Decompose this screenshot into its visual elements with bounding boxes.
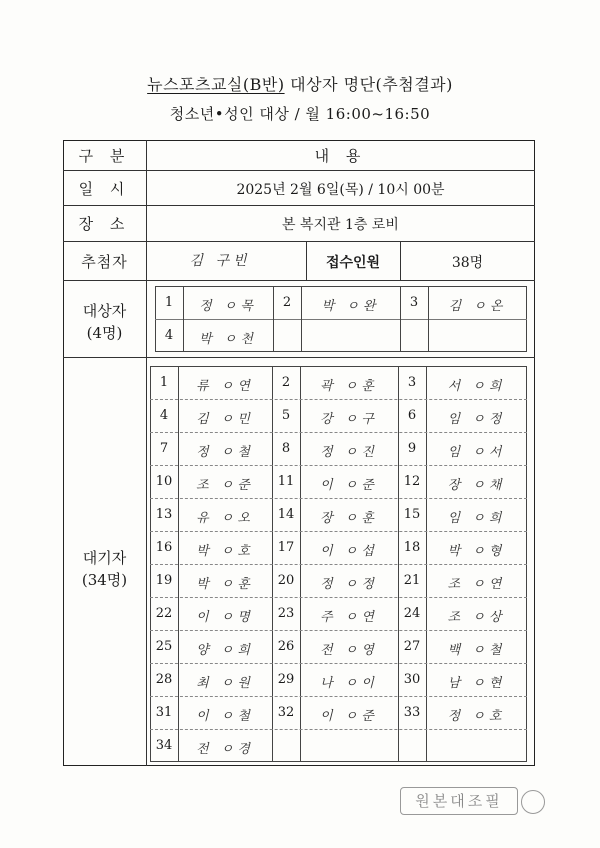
winner-name: 박 ㅇ천 [199,332,257,347]
waitlist-row-divider [150,531,527,532]
waitlist-number: 20 [277,573,295,588]
waitlist-name: 주 ㅇ연 [320,610,378,625]
waitlist-name: 조 ㅇ상 [447,610,506,625]
waitlist-number: 31 [155,705,173,720]
row-divider [63,280,535,281]
waitlist-name: 전 ㅇ경 [196,742,254,757]
row-divider [63,205,535,206]
row-divider [63,241,535,242]
waitlist-name: 정 ㅇ호 [447,709,506,724]
waitlist-row-divider [150,729,527,730]
waitlist-number: 10 [155,474,173,489]
waitlist-number: 30 [403,672,421,687]
waitlist-row-divider [150,696,527,697]
place-value: 본 복지관 1층 로비 [282,217,399,233]
waitlist-name: 박 ㅇ호 [196,544,254,559]
waitlist-name: 장 ㅇ훈 [320,511,378,526]
waitlist-number: 34 [155,738,173,753]
drawer-label: 추첨자 [81,253,128,271]
winner-name: 박 ㅇ완 [321,299,380,314]
waitlist-number: 7 [159,441,169,456]
waitlist-number: 5 [281,408,291,423]
waitlist-number: 27 [403,639,421,654]
waitlist-number: 4 [159,408,169,423]
waitlist-number: 3 [407,375,417,390]
waitlist-name: 조 ㅇ준 [196,478,254,493]
waitlist-name: 유 ㅇ오 [196,511,254,526]
received-label: 접수인원 [325,255,381,271]
waitlist-name: 장 ㅇ채 [447,478,506,493]
waitlist-number: 17 [277,540,295,555]
waitlist-number: 29 [277,672,295,687]
waitlist-number: 14 [277,507,295,522]
winner-number: 4 [164,328,174,343]
waitlist-number: 21 [403,573,421,588]
waitlist-name: 이 ㅇ준 [320,478,378,493]
place-label: 장 소 [78,215,131,233]
waitlist-number: 23 [277,606,295,621]
waitlist-name: 이 ㅇ준 [320,709,378,724]
waitlist-number: 1 [159,375,169,390]
waitlist-number: 19 [155,573,173,588]
waitlist-name: 양 ㅇ희 [196,643,254,658]
program-name: 뉴스포츠교실(B반) [147,75,285,94]
waitlist-name: 임 ㅇ희 [447,511,506,526]
waitlist-number: 13 [155,507,173,522]
header-content: 내 용 [314,147,367,165]
title-rest: 대상자 명단(추첨결과) [290,75,453,94]
waitlist-name: 나 ㅇ이 [320,676,378,691]
date-value: 2025년 2월 6일(목) / 10시 00분 [236,182,445,198]
document-title [0,72,600,95]
drawer-signature: 김 구빈 [189,253,251,269]
waitlist-row-divider [150,597,527,598]
waitlist-number: 24 [403,606,421,621]
header-label: 구 분 [78,147,131,165]
winner-name: 김 ㅇ온 [448,299,507,314]
waitlist-name: 전 ㅇ영 [320,643,378,658]
row-divider [63,170,535,171]
waitlist-number: 15 [403,507,421,522]
waitlist-name: 이 ㅇ명 [196,610,254,625]
waitlist-count: (34명) [81,571,128,589]
waitlist-name: 조 ㅇ연 [447,577,506,592]
winner-number: 1 [164,295,174,310]
waitlist-number: 18 [403,540,421,555]
winners-count: (4명) [86,324,123,342]
waitlist-number: 12 [403,474,421,489]
waitlist-row-divider [150,564,527,565]
waitlist-name: 박 ㅇ형 [447,544,506,559]
winner-number: 2 [282,295,292,310]
waitlist-name: 정 ㅇ진 [320,445,378,460]
waitlist-row-divider [150,432,527,433]
document-subtitle: 청소년•성인 대상 / 월 16:00~16:50 [169,105,431,123]
received-value: 38명 [451,255,484,271]
waitlist-name: 정 ㅇ철 [196,445,254,460]
waitlist-number: 22 [155,606,173,621]
winner-name: 정 ㅇ목 [199,299,257,314]
waitlist-number: 2 [281,375,291,390]
waitlist-row-divider [150,498,527,499]
waitlist-row-divider [150,630,527,631]
waitlist-name: 박 ㅇ훈 [196,577,254,592]
date-label: 일 시 [78,180,131,198]
waitlist-name: 최 ㅇ원 [196,676,254,691]
waitlist-name: 임 ㅇ서 [447,445,506,460]
waitlist-number: 28 [155,672,173,687]
waitlist-name: 류 ㅇ연 [196,379,254,394]
waitlist-name: 백 ㅇ철 [447,643,506,658]
waitlist-row-divider [150,465,527,466]
waitlist-number: 16 [155,540,173,555]
seal-icon [521,790,545,814]
waitlist-number: 9 [407,441,417,456]
waitlist-name: 남 ㅇ현 [447,676,506,691]
waitlist-name: 이 ㅇ철 [196,709,254,724]
waitlist-name: 임 ㅇ정 [447,412,506,427]
certified-copy-stamp: 원본대조필 [400,787,518,815]
waitlist-name: 곽 ㅇ훈 [320,379,378,394]
winner-number: 3 [409,295,419,310]
waitlist-name: 김 ㅇ민 [196,412,254,427]
waitlist-row-divider [150,663,527,664]
waitlist-number: 32 [277,705,295,720]
winners-row-divider [155,319,527,320]
waitlist-number: 6 [407,408,417,423]
winners-label: 대상자 [82,302,127,320]
waitlist-label: 대기자 [82,549,127,567]
waitlist-name: 정 ㅇ정 [320,577,378,592]
waitlist-number: 33 [403,705,421,720]
waitlist-name: 이 ㅇ섭 [320,544,378,559]
waitlist-number: 11 [277,474,295,489]
waitlist-row-divider [150,399,527,400]
waitlist-number: 26 [277,639,295,654]
row-divider [63,357,535,358]
waitlist-number: 8 [281,441,291,456]
waitlist-name: 강 ㅇ구 [320,412,378,427]
waitlist-number: 25 [155,639,173,654]
waitlist-name: 서 ㅇ희 [447,379,506,394]
